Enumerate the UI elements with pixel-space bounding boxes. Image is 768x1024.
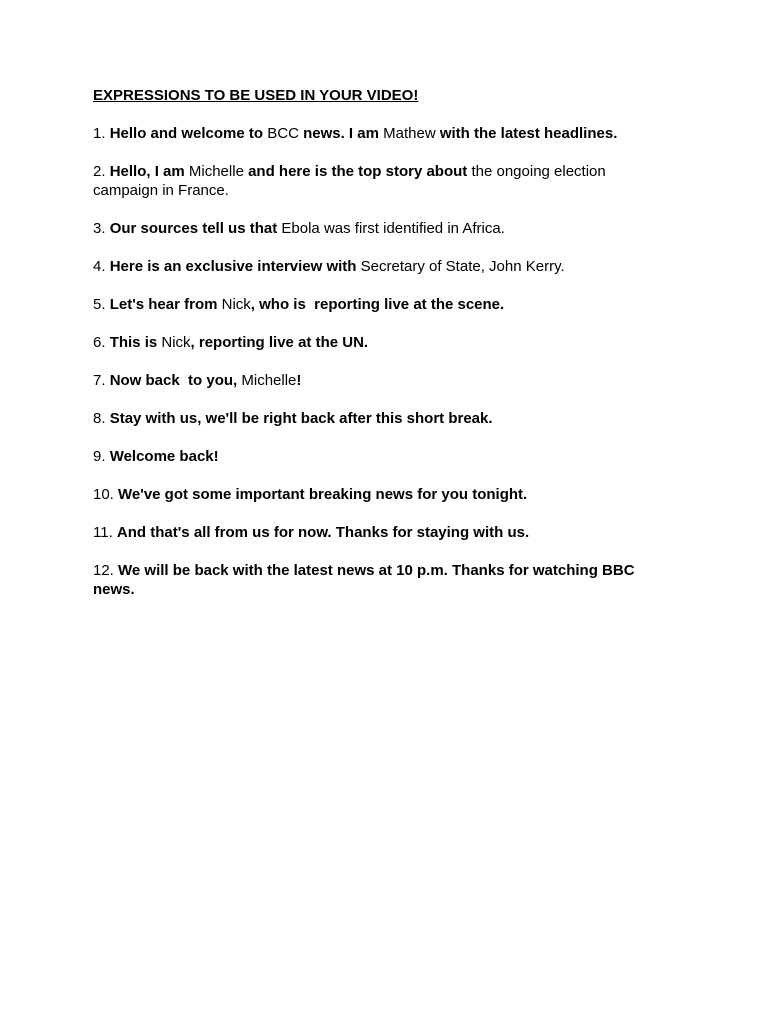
item-number: 2. [93,163,106,180]
example-text: Nick [161,334,191,351]
item-number: 11. [93,524,113,541]
bold-text: , reporting live at the UN. [190,334,369,351]
bold-text: Our sources tell us that [109,220,278,237]
bold-text: with the latest headlines. [439,125,618,142]
item-number: 9. [93,448,106,465]
list-item [93,105,663,143]
bold-text: Here is an exclusive interview with [109,258,357,275]
bold-text: Let's hear from [109,296,218,313]
list-item [93,542,663,599]
example-text: Michelle [188,163,244,180]
bold-text: ! [296,372,302,389]
list-item [93,390,663,428]
bold-text: Hello and welcome to [109,125,264,142]
item-number: 4. [93,258,106,275]
example-text: the ongoing election campaign in France. [93,163,606,199]
list-item [93,504,663,542]
list-item [93,143,663,200]
list-item [93,314,663,352]
document-title: EXPRESSIONS TO BE USED IN YOUR VIDEO! [93,87,419,104]
list-item [93,352,663,390]
example-text: Ebola was first identified in Africa. [281,220,505,237]
item-number: 8. [93,410,106,427]
item-number: 3. [93,220,106,237]
example-text: Mathew [383,125,436,142]
item-number: 12. [93,562,114,579]
bold-text: We will be back with the latest news at 10 p.m. Thanks for watching BBC news. [93,562,635,598]
list-item [93,238,663,276]
item-number: 6. [93,334,106,351]
item-number: 10. [93,486,114,503]
bold-text: Hello, I am [109,163,185,180]
item-number: 5. [93,296,106,313]
list-item [93,276,663,314]
bold-text: This is [109,334,158,351]
item-number: 7. [93,372,106,389]
example-text: BCC [267,125,299,142]
bold-text: and here is the top story about [248,163,468,180]
bold-text: Welcome back! [109,448,219,465]
bold-text: Stay with us, we'll be right back after this short break. [109,410,493,427]
list-item [93,428,663,466]
bold-text: Now back to you, [109,372,238,389]
example-text: Secretary of State, John Kerry. [360,258,565,275]
bold-text: , who is reporting live at the scene. [250,296,505,313]
example-text: Michelle [241,372,297,389]
example-text: Nick [221,296,251,313]
item-number: 1. [93,125,106,142]
list-item [93,200,663,238]
bold-text: And that's all from us for now. Thanks for staying with us. [116,524,530,541]
bold-text: We've got some important breaking news for you tonight. [118,486,528,503]
list-item [93,466,663,504]
bold-text: news. I am [303,125,379,142]
